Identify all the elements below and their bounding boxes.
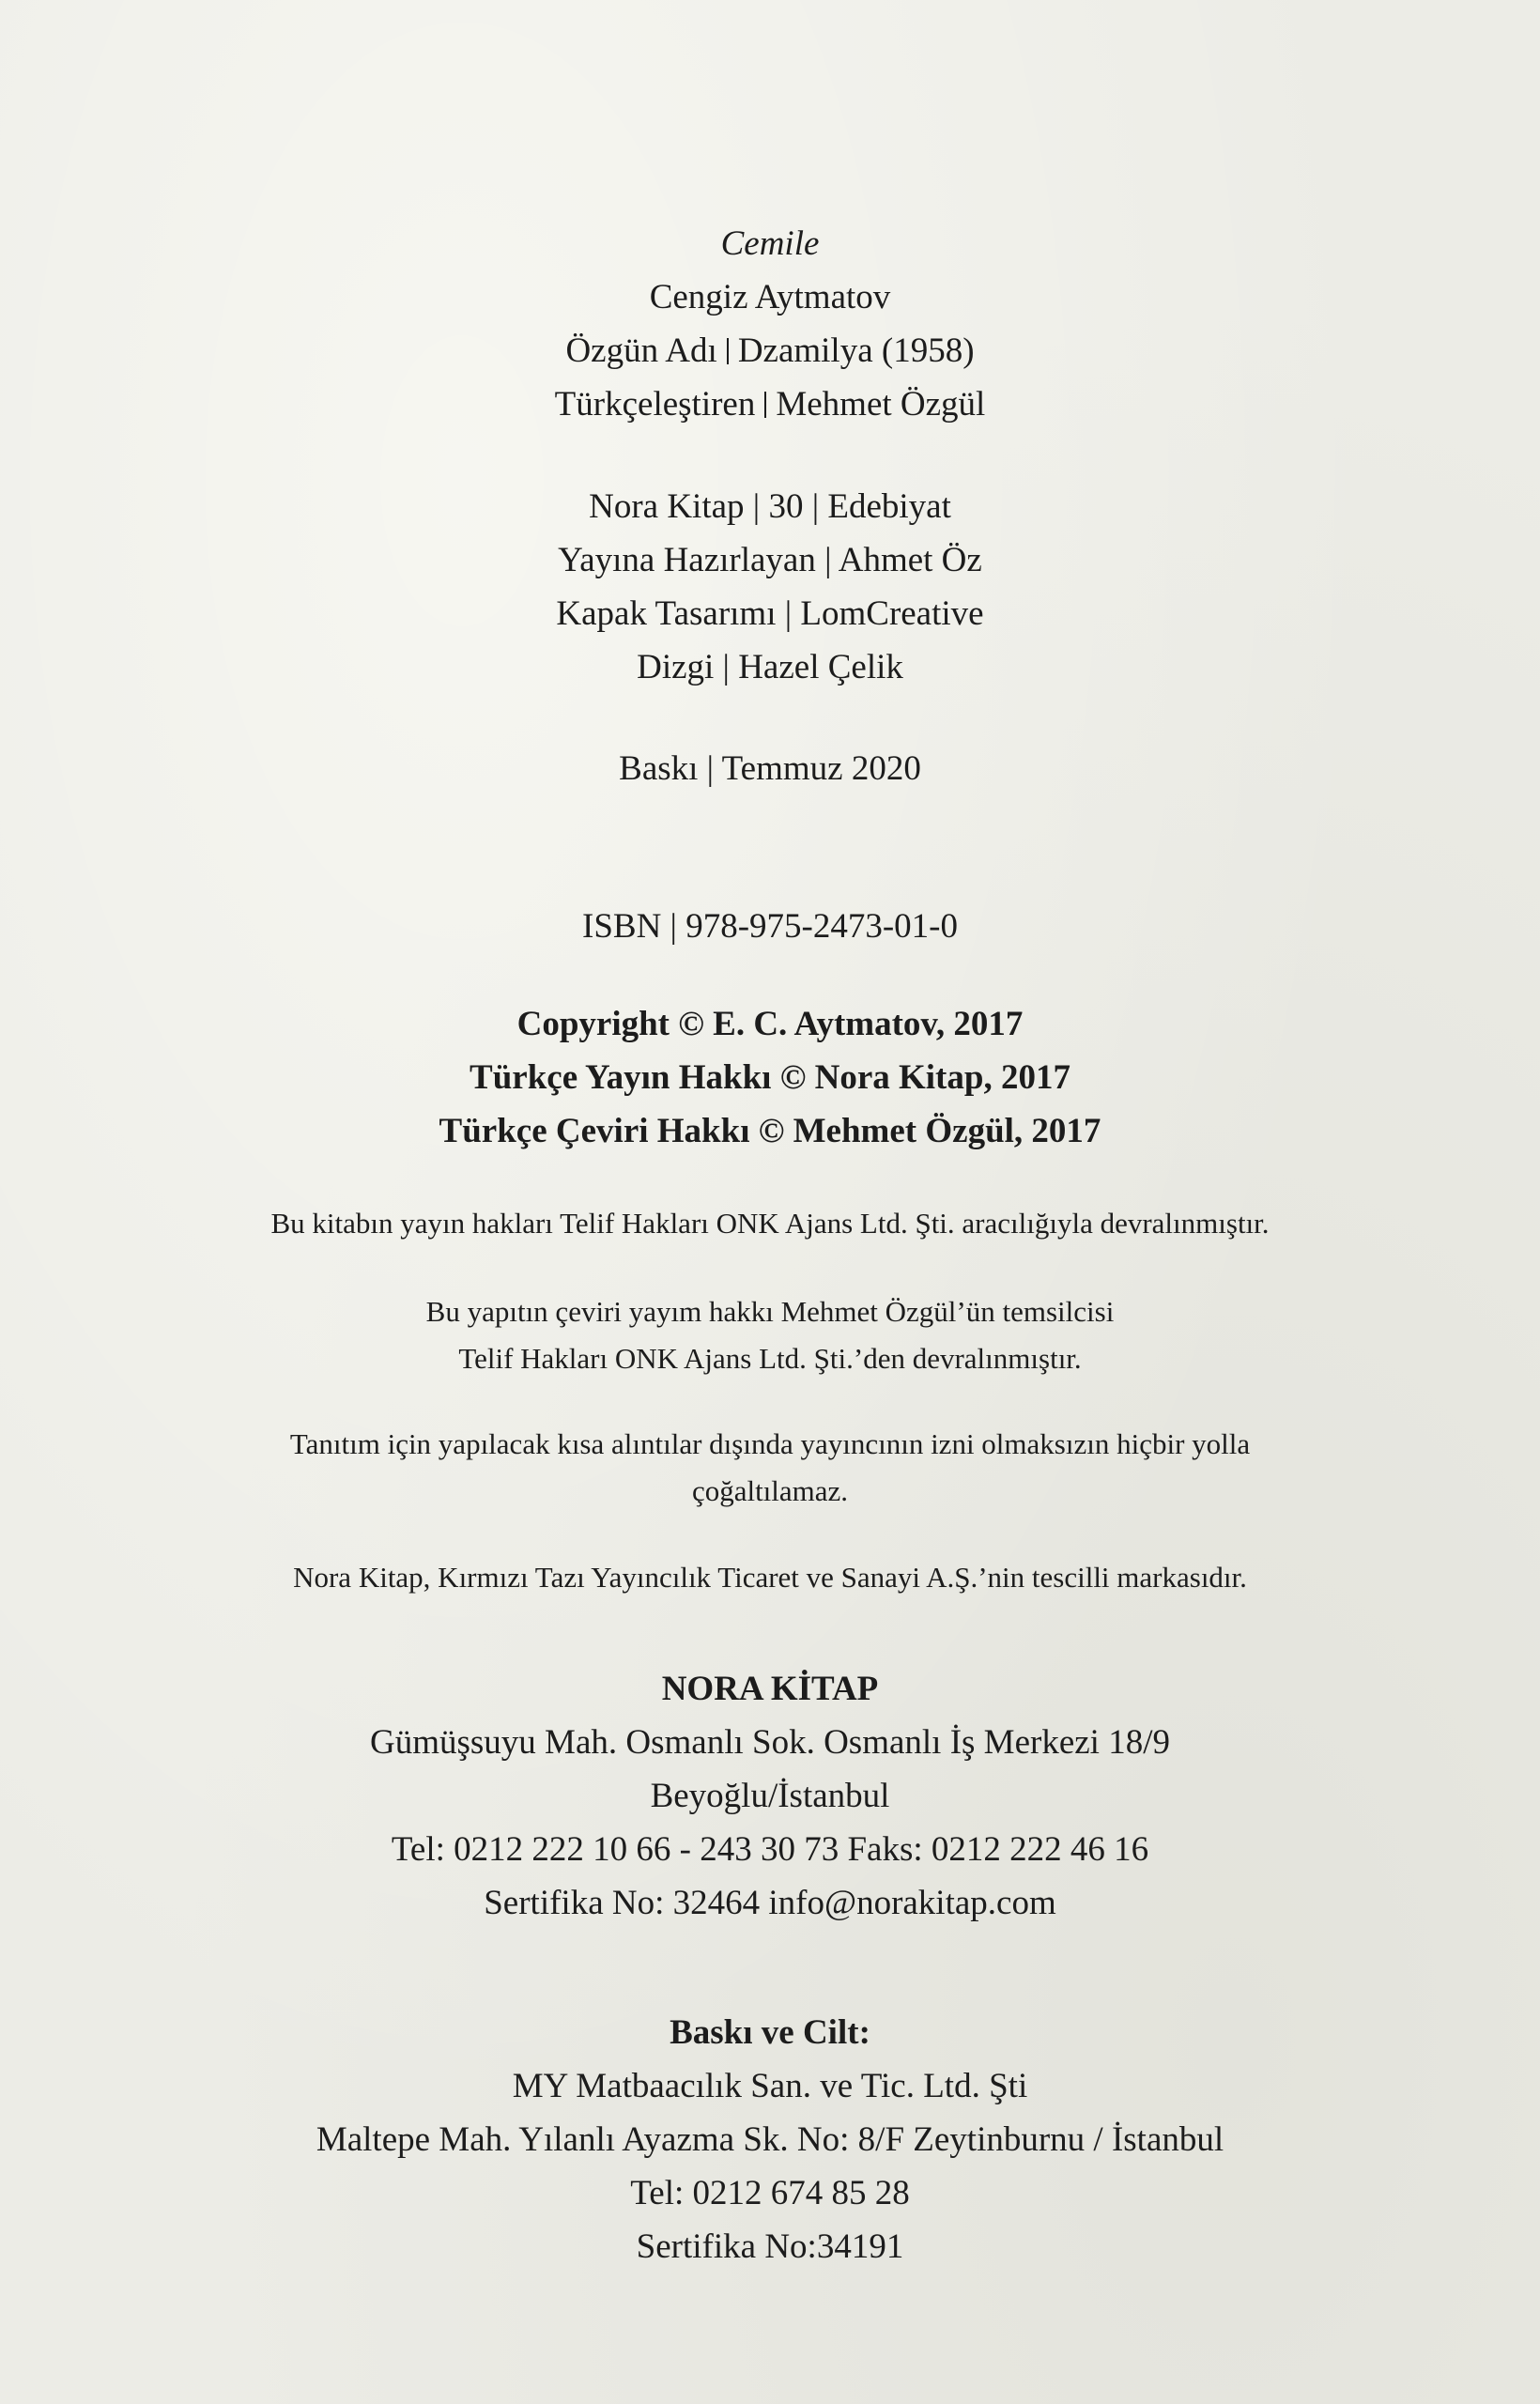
publisher-name: NORA KİTAP — [661, 1670, 879, 1708]
isbn-block — [0, 900, 1540, 953]
translator-line — [0, 378, 1540, 431]
quote-notice — [0, 1421, 1540, 1515]
cover-design-line: Kapak Tasarımı | LomCreative — [556, 594, 984, 633]
printer-certificate: Sertifika No:34191 — [636, 2227, 904, 2266]
separator-bar — [764, 392, 766, 418]
editor-line: Yayına Hazırlayan | Ahmet Öz — [558, 541, 982, 579]
series-line: Nora Kitap | 30 | Edebiyat — [589, 487, 951, 526]
typesetting-line: Dizgi | Hazel Çelik — [637, 648, 903, 686]
copyright-block — [0, 997, 1540, 1158]
trademark-text: Nora Kitap, Kırmızı Tazı Yayıncılık Ticaret ve Sanayi A.Ş.’nin tescilli markasıdır. — [293, 1561, 1247, 1594]
translation-text-1: Bu yapıtın çeviri yayım hakkı Mehmet Özgül’ün temsilcisi — [425, 1295, 1115, 1328]
printer-address: Maltepe Mah. Yılanlı Ayazma Sk. No: 8/F Zeytinburnu / İstanbul — [316, 2120, 1224, 2159]
copyright-line: Türkçe Yayın Hakkı © Nora Kitap, 2017 — [470, 1058, 1070, 1097]
translator-label: Türkçeleştiren — [554, 385, 756, 424]
original-title-label: Özgün Adı — [565, 331, 717, 370]
publisher-certificate: Sertifika No: 32464 info@norakitap.com — [484, 1884, 1056, 1922]
rights-notice — [0, 1200, 1540, 1247]
edition-block — [0, 742, 1540, 795]
translation-notice — [0, 1288, 1540, 1382]
edition-line: Baskı | Temmuz 2020 — [619, 749, 921, 788]
publisher-block — [0, 1662, 1540, 1930]
printer-block — [0, 2006, 1540, 2273]
printer-heading: Baskı ve Cilt: — [670, 2013, 870, 2052]
quote-text-2: çoğaltılamaz. — [691, 1474, 849, 1507]
credits-block — [0, 480, 1540, 694]
original-title-value: Dzamilya (1958) — [737, 331, 975, 370]
quote-text-1: Tanıtım için yapılacak kısa alıntılar dışında yayıncının izni olmaksızın hiçbir yolla — [289, 1427, 1251, 1460]
publisher-address-2: Beyoğlu/İstanbul — [650, 1777, 890, 1815]
rights-text: Bu kitabın yayın hakları Telif Hakları ONK Ajans Ltd. Şti. aracılığıyla devralınmıştır. — [270, 1207, 1270, 1240]
printer-phone: Tel: 0212 674 85 28 — [630, 2174, 910, 2212]
separator-bar — [727, 338, 729, 364]
book-author: Cengiz Aytmatov — [649, 278, 891, 316]
original-title-line — [0, 324, 1540, 378]
translation-text-2: Telif Hakları ONK Ajans Ltd. Şti.’den devralınmıştır. — [458, 1342, 1082, 1375]
publisher-phone: Tel: 0212 222 10 66 - 243 30 73 Faks: 0212 222 46 16 — [391, 1830, 1149, 1869]
isbn-line: ISBN | 978-975-2473-01-0 — [582, 907, 958, 946]
publisher-address-1: Gümüşsuyu Mah. Osmanlı Sok. Osmanlı İş Merkezi 18/9 — [370, 1723, 1170, 1762]
book-title: Cemile — [720, 224, 820, 263]
copyright-line: Copyright © E. C. Aytmatov, 2017 — [516, 1005, 1024, 1043]
printer-name: MY Matbaacılık San. ve Tic. Ltd. Şti — [512, 2067, 1028, 2105]
copyright-line: Türkçe Çeviri Hakkı © Mehmet Özgül, 2017 — [439, 1112, 1101, 1150]
trademark-notice — [0, 1554, 1540, 1601]
title-block — [0, 217, 1540, 431]
translator-value: Mehmet Özgül — [776, 385, 986, 424]
